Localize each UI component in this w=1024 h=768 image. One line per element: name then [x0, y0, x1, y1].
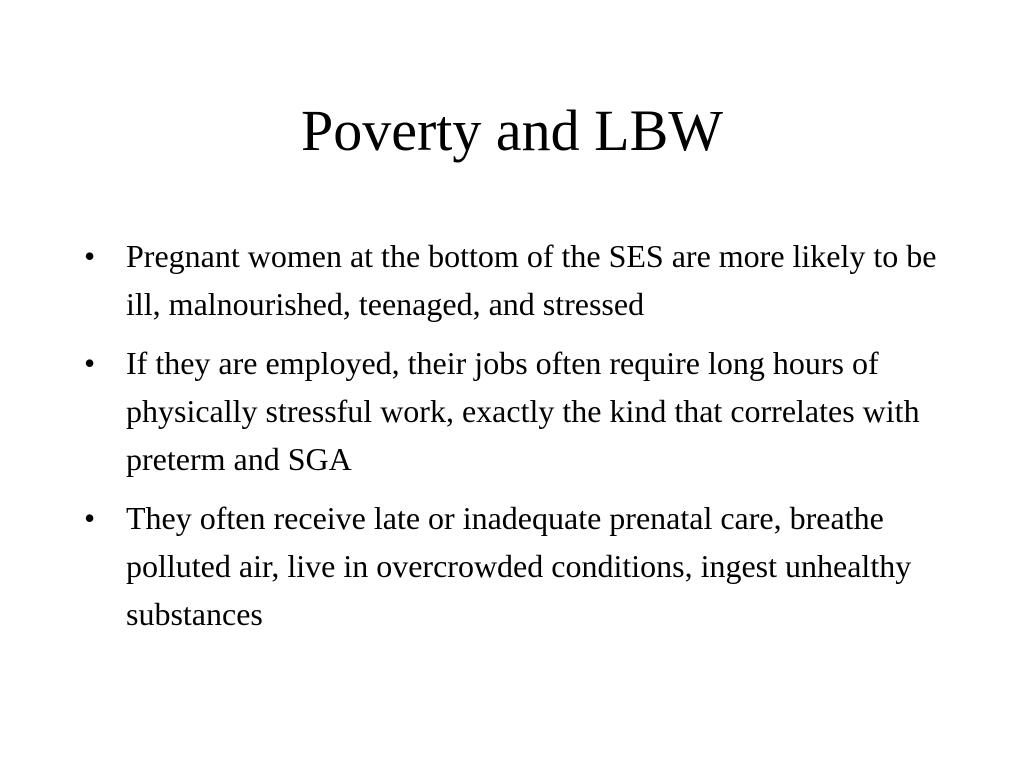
bullet-text: They often receive late or inadequate prenatal care, breathe polluted air, live in overcrowded conditions, ingest unhealthy substances	[126, 500, 912, 632]
bullet-dot-icon: •	[84, 238, 96, 274]
bullet-dot-icon: •	[84, 500, 96, 536]
bullet-item	[84, 494, 944, 638]
slide-title: Poverty and LBW	[300, 98, 724, 163]
bullet-dot-icon: •	[84, 345, 96, 381]
bullet-text: Pregnant women at the bottom of the SES are more likely to be ill, malnourished, teenaged, and stressed	[126, 238, 937, 322]
bullet-text: If they are employed, their jobs often require long hours of physically stressful work, exactly the kind that correlates with preterm and SGA	[126, 345, 920, 477]
bullet-item	[84, 339, 944, 483]
bullet-list	[84, 232, 944, 649]
bullet-item	[84, 232, 944, 328]
